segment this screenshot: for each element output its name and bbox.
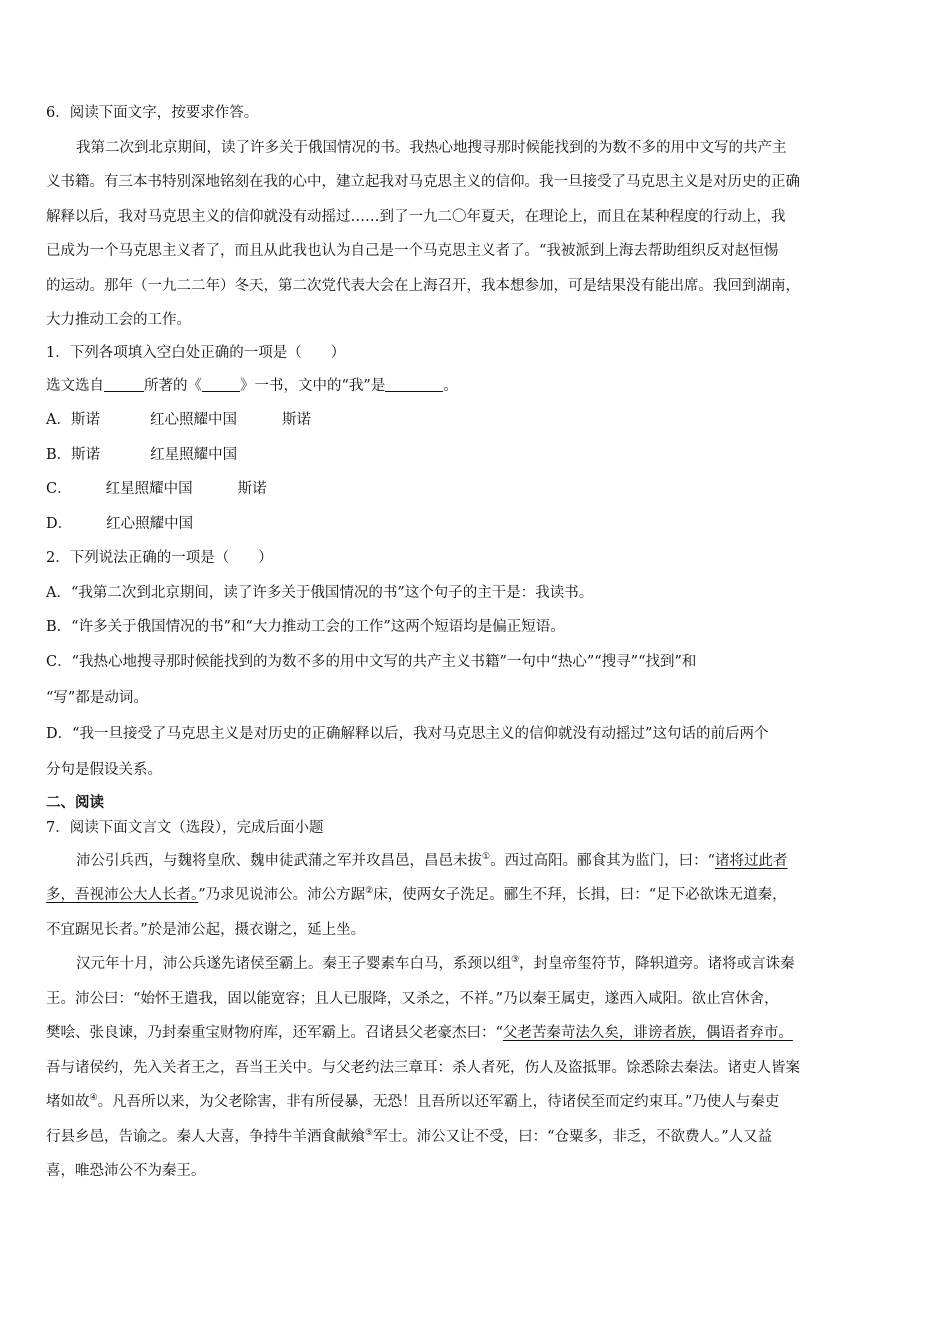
question-6-title: 6．阅读下面文字，按要求作答。 <box>46 105 259 121</box>
passage-line <box>46 1085 906 1120</box>
option-a[interactable]: A．“我第二次到北京期间，读了许多关于俄国情况的书”这个句子的主干是：我读书。 <box>46 584 594 601</box>
blank-line <box>385 377 443 392</box>
option-part: 红星照耀中国 <box>105 481 193 497</box>
text-run: 沛公引兵西，与魏将皇欣、魏申徒武蒲之军并攻昌邑，昌邑未拔 <box>76 852 482 869</box>
fill-text: 所著的《 <box>144 377 202 394</box>
question-7-title: 7．阅读下面文言文（选段），完成后面小题 <box>46 819 324 836</box>
option-letter: A． <box>46 412 71 428</box>
fill-text: 选文选自 <box>46 377 104 394</box>
passage-line: 解释以后，我对马克思主义的信仰就没有动摇过……到了一九二〇年夏天，在理论上，而且在某种程度的行动上，我 <box>46 208 786 225</box>
section-heading: 二、阅读 <box>46 794 104 811</box>
passage-line <box>46 1016 906 1051</box>
option-part: 红心照耀中国 <box>106 515 194 532</box>
underlined-sentence: 诸将过此者 <box>715 852 788 869</box>
footnote-mark: ② <box>365 886 374 897</box>
passage-line: 吾与诸侯约，先入关者王之，吾当王关中。与父老约法三章耳：杀人者死，伤人及盗抵罪。馀悉除去秦法。诸吏人皆案 <box>46 1059 800 1076</box>
text-run: ”乃求见说沛公。沛公方踞 <box>198 887 366 903</box>
classical-passage-paragraph-1 <box>46 844 906 948</box>
option-part: 红星照耀中国 <box>150 446 238 463</box>
option-a[interactable] <box>46 403 906 438</box>
text-run: 堵如故 <box>46 1094 90 1110</box>
passage-line: 我第二次到北京期间，读了许多关于俄国情况的书。我热心地搜寻那时候能找到的为数不多的用中文写的共产主 <box>76 139 787 156</box>
underlined-sentence: 父老苦秦苛法久矣，诽谤者族，偶语者弃市。 <box>502 1025 793 1041</box>
footnote-mark: ④ <box>89 1093 98 1104</box>
text-run: 床，使两女子洗足。郦生不拜，长揖，曰：“足下必欲诛无道秦， <box>373 887 787 903</box>
option-letter: C． <box>46 481 72 497</box>
fill-text: 》一书，文中的“我”是 <box>240 377 386 394</box>
option-part: 斯诺 <box>281 412 311 428</box>
passage-line: 大力推动工会的工作。 <box>46 312 191 328</box>
passage-line: 不宜踞见长者。”於是沛公起，摄衣谢之，延上坐。 <box>46 921 366 938</box>
option-part: 红心照耀中国 <box>149 412 237 428</box>
passage-line: 的运动。那年（一九二二年）冬天，第二次党代表大会在上海召开，我本想参加，可是结果没有能出席。我回到湖南， <box>46 277 800 294</box>
footnote-mark: ⑤ <box>365 1127 374 1138</box>
classical-passage-paragraph-2 <box>46 947 906 1189</box>
option-part: 斯诺 <box>71 446 101 463</box>
text-run: 军士。沛公又让不受，曰：“仓粟多，非乏，不欲费人。”人又益 <box>373 1128 773 1145</box>
footnote-mark: ① <box>482 851 491 862</box>
text-run: ，封皇帝玺符节，降轵道旁。诸将或言诛秦 <box>519 956 795 972</box>
text-run: 。西过高阳。郦食其为监门，曰：“ <box>490 852 715 869</box>
option-letter: D． <box>46 515 73 532</box>
passage-line: 已成为一个马克思主义者了，而且从此我也认为自己是一个马克思主义者了。“我被派到上海去帮助组织反对赵恒惕 <box>46 243 779 259</box>
footnote-mark: ③ <box>511 955 520 966</box>
text-run: 行县乡邑，告谕之。秦人大喜，争持牛羊酒食献飨 <box>46 1128 365 1145</box>
sub-question-1-stem: 1．下列各项填入空白处正确的一项是（ ） <box>46 344 346 361</box>
passage-line <box>46 844 906 879</box>
blank-line <box>104 377 144 392</box>
option-d[interactable]: D．“我一旦接受了马克思主义是对历史的正确解释以后，我对马克思主义的信仰就没有动摇过”这句话的前后两个 <box>46 726 769 742</box>
option-part: 斯诺 <box>237 481 267 497</box>
option-letter: B． <box>46 446 72 463</box>
passage-line <box>46 1120 906 1155</box>
text-run: 汉元年十月，沛公兵遂先诸侯至霸上。秦王子婴素车白马，系颈以组 <box>76 956 511 972</box>
blank-line <box>202 377 240 392</box>
option-c[interactable]: C．“我热心地搜寻那时候能找到的为数不多的用中文写的共产主义书籍”一句中“热心”“搜寻”“找到”和 <box>46 653 697 670</box>
question-6-passage <box>46 131 906 338</box>
option-c-continued: “写”都是动词。 <box>46 690 148 706</box>
text-run: 。凡吾所以来，为父老除害，非有所侵暴，无恐！且吾所以还军霸上，待诸侯至而定约束耳。”乃使人与秦吏 <box>97 1094 780 1110</box>
option-b[interactable] <box>46 438 906 473</box>
passage-line: 义书籍。有三本书特别深地铭刻在我的心中，建立起我对马克思主义的信仰。我一旦接受了马克思主义是对历史的正确 <box>46 174 800 190</box>
passage-line: 王。沛公曰：“始怀王遣我，固以能宽容；且人已服降，又杀之，不祥。”乃以秦王属吏，遂西入咸阳。欲止宫休舍， <box>46 990 779 1007</box>
passage-line <box>46 947 906 982</box>
fill-text: 。 <box>443 377 458 394</box>
option-c[interactable] <box>46 472 906 507</box>
sub-question-2-stem: 2．下列说法正确的一项是（ ） <box>46 550 273 566</box>
passage-line: 喜，唯恐沛公不为秦王。 <box>46 1163 206 1179</box>
exam-page <box>46 96 906 1189</box>
underlined-sentence: 多，吾视沛公大人长者。 <box>46 887 199 903</box>
fill-blank-sentence <box>46 369 906 404</box>
option-d-continued: 分句是假设关系。 <box>46 761 162 778</box>
option-b[interactable]: B．“许多关于俄国情况的书”和“大力推动工会的工作”这两个短语均是偏正短语。 <box>46 619 565 635</box>
option-d[interactable] <box>46 507 906 542</box>
option-part: 斯诺 <box>70 412 100 428</box>
passage-line <box>46 878 906 913</box>
text-run: 樊哙、张良谏，乃封秦重宝财物府库，还军霸上。召诸县父老豪杰曰：“ <box>46 1025 503 1041</box>
